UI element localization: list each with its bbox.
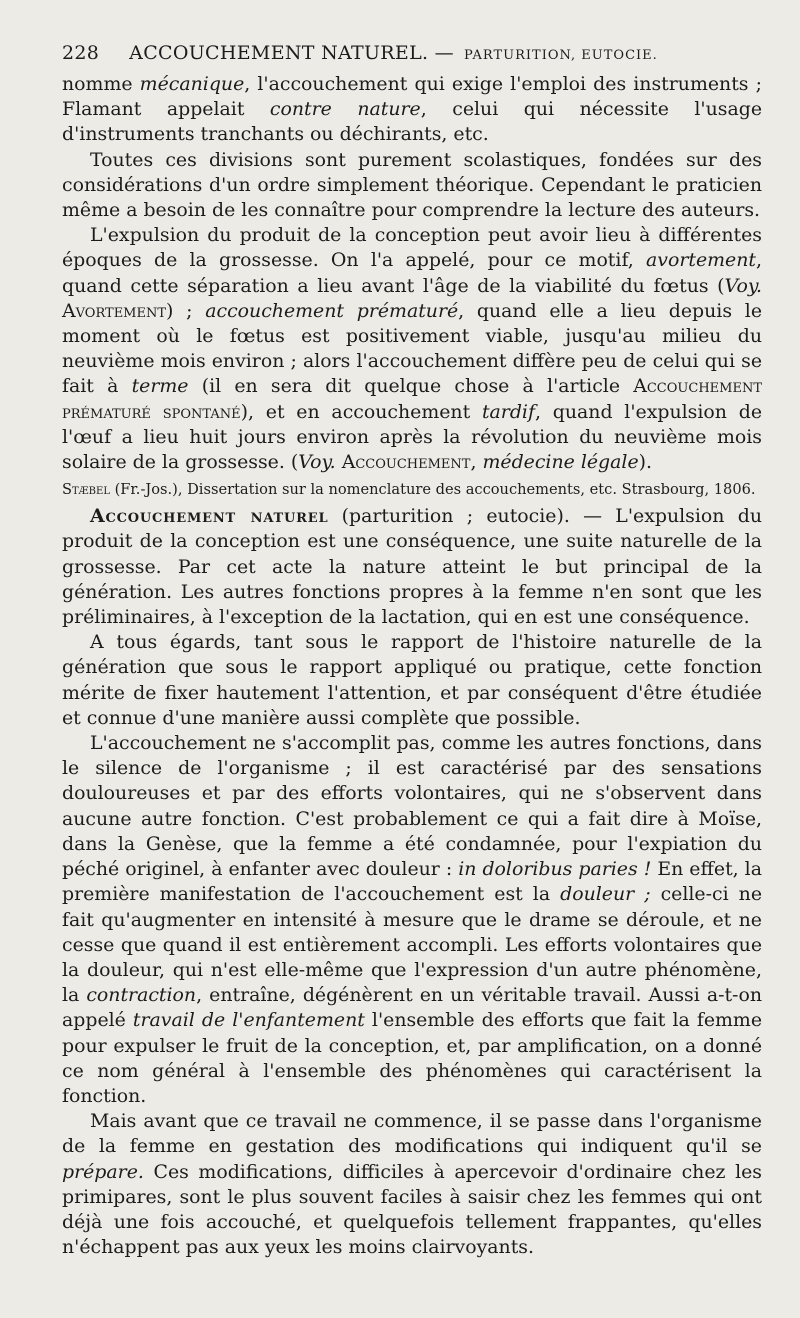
running-header bbox=[62, 42, 762, 64]
running-subtitle: PARTURITION, EUTOCIE. bbox=[463, 48, 658, 63]
paragraph-2: Toutes ces divisions sont purement scolastiques, fondées sur des considérations d'un ordre simplement théorique. Cependant le praticien même a besoin de les connaître pour comprendre la lecture des auteurs. bbox=[62, 148, 762, 222]
paragraph-6: L'accouchement ne s'accomplit pas, comme les autres fonctions, dans le silence de l'organisme ; il est caractérisé par des sensations douloureuses et par des efforts volontaires, qui ne s'observent dans aucune autre fonction. C'est probablement ce qui a fait dire à Moïse, dans la Genèse, que la femme a été condamnée, pour l'expiation du péché originel, à enfanter avec douleur : in doloribus paries ! En effet, la première manifestation de l'accouchement est la douleur ; celle-ci ne fait qu'augmenter en intensité à mesure que le drame se déroule, et ne cesse que quand il est entièrement accompli. Les efforts volontaires que la douleur, qui n'est elle-même que l'expression d'un autre phénomène, la contraction, entraîne, dégénèrent en un véritable travail. Aussi a-t-on appelé travail de l'enfantement l'ensemble des efforts que fait la femme pour expulser le fruit de la conception, et, par amplification, on a donné ce nom général à l'ensemble des phénomènes qui caractérisent la fonction. bbox=[62, 732, 763, 1107]
page-number: 228 bbox=[62, 42, 100, 64]
paragraph-3: L'expulsion du produit de la conception peut avoir lieu à différentes époques de la grossesse. On l'a appelé, pour ce motif, avortement, quand cette séparation a lieu avant l'âge de la viabilité du fœtus (Voy. Avortement) ; accouchement prématuré, quand elle a lieu depuis le moment où le fœtus est positivement viable, jusqu'au milieu du neuvième mois environ ; alors l'accouchement diffère peu de celui qui se fait à terme (il en sera dit quelque chose à l'article Accouchement prématuré spontané), et en accouchement tardif, quand l'expulsion de l'œuf a lieu huit jours environ après la révolution du neuvième mois solaire de la grossesse. (Voy. Accouchement, médecine légale). bbox=[62, 224, 763, 474]
reference-text: (Fr.-Jos.), Dissertation sur la nomenclature des accouchements, etc. Strasbourg, 1806. bbox=[109, 481, 756, 499]
running-title: ACCOUCHEMENT NATUREL. — bbox=[129, 42, 454, 64]
paragraph-1: nomme mécanique, l'accouchement qui exige l'emploi des instruments ; Flamant appelait contre nature, celui qui nécessite l'usage d'instruments tranchants ou déchirants, etc. bbox=[62, 73, 763, 146]
paragraph-4: Accouchement naturel (parturition ; eutocie). — L'expulsion du produit de la conception est une conséquence, une suite naturelle de la grossesse. Par cet acte la nature atteint le but principal de la génération. Les autres fonctions propres à la femme n'en sont que les préliminaires, à l'exception de la lactation, qui en est une conséquence. bbox=[62, 505, 762, 629]
paragraph-5: A tous égards, tant sous le rapport de l'histoire naturelle de la génération que sous le rapport appliqué ou pratique, cette fonction mérite de fixer hautement l'attention, et par conséquent d'être étudiée et connue d'une manière aussi complète que possible. bbox=[62, 631, 762, 729]
entry-heading: Accouchement naturel bbox=[90, 505, 329, 528]
reference-author: Stæbel bbox=[62, 481, 110, 499]
bibliographic-reference bbox=[62, 479, 762, 501]
paragraph-7: Mais avant que ce travail ne commence, il se passe dans l'organisme de la femme en gestation des modifications qui indiquent qu'il se prépare. Ces modifications, difficiles à apercevoir d'ordinaire chez les primipares, sont le plus souvent faciles à saisir chez les femmes qui ont déjà une fois accouché, et quelquefois tellement frappantes, qu'elles n'échappent pas aux yeux les moins clairvoyants. bbox=[62, 1110, 762, 1259]
